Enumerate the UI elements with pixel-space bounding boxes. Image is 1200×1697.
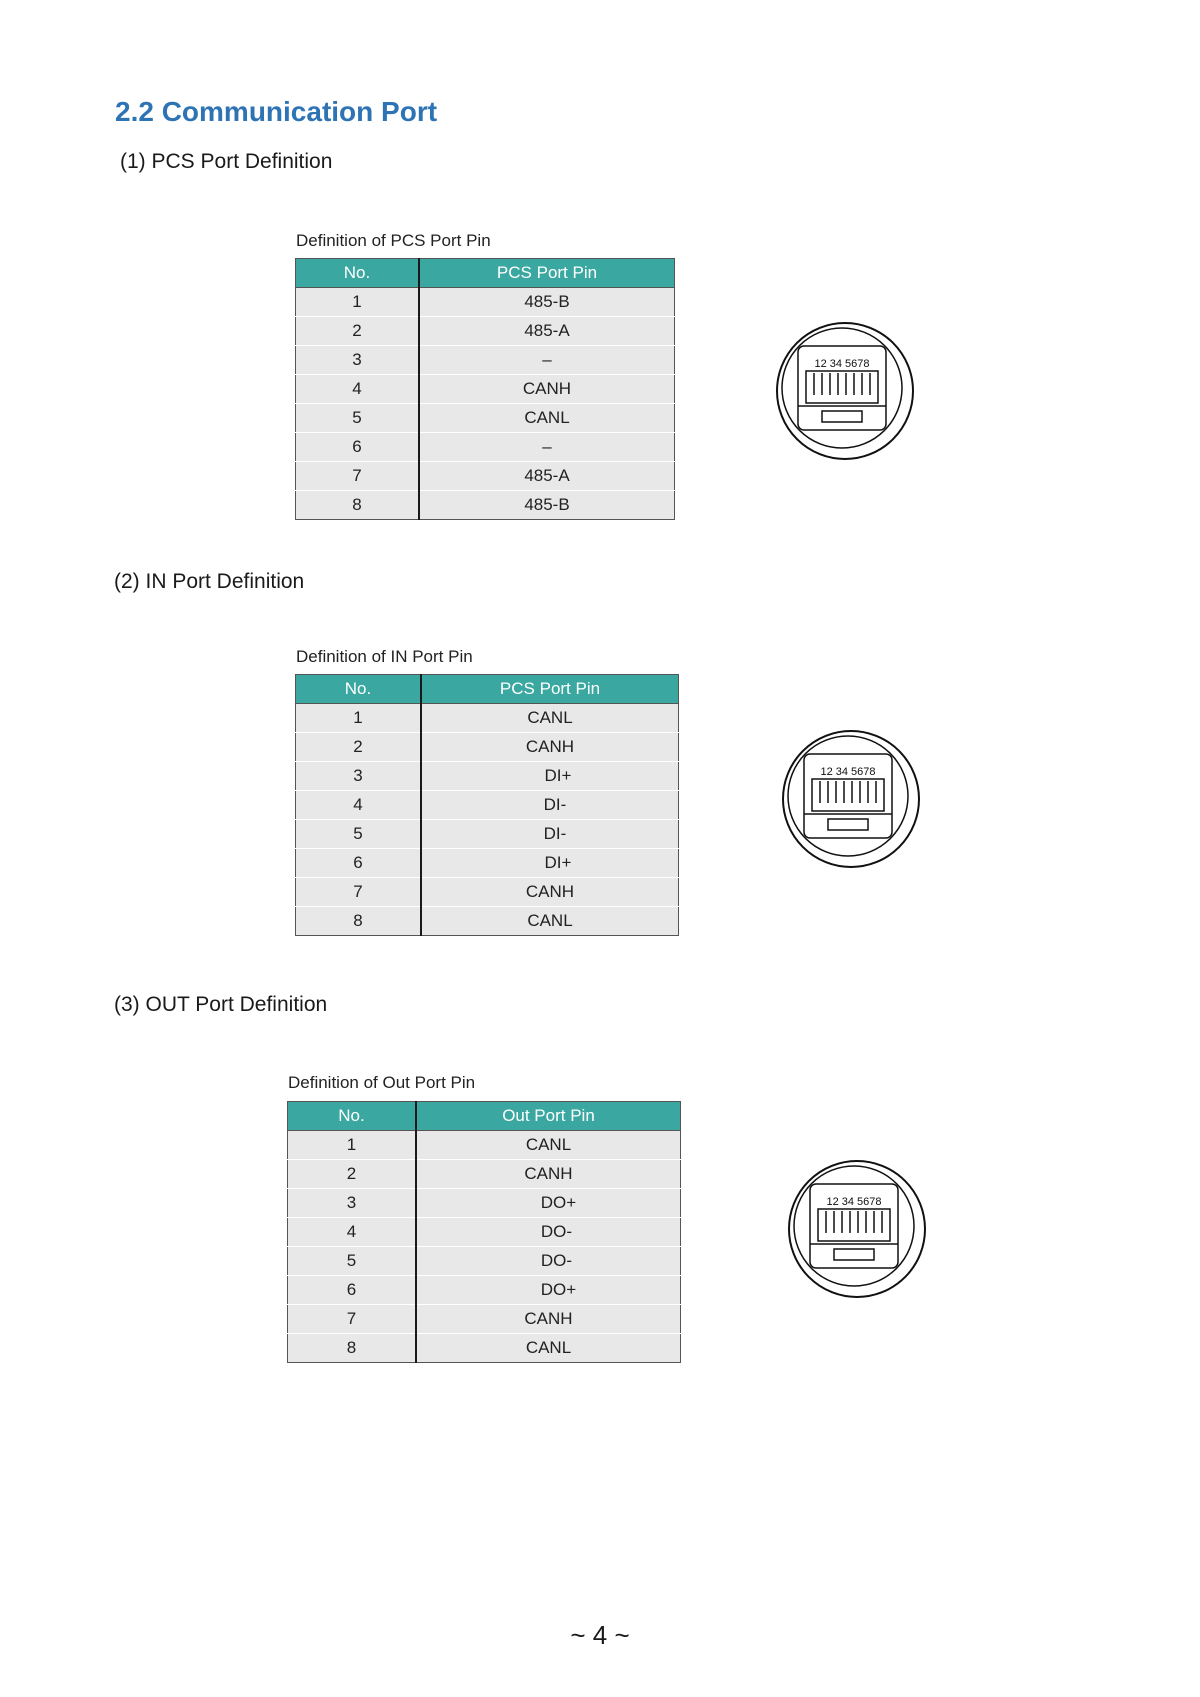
pin-numbers-label: 12 34 5678: [826, 1196, 882, 1208]
table-row: [296, 907, 679, 936]
table-row: [296, 791, 679, 820]
pin-no: 4: [288, 1218, 417, 1247]
table-row: [288, 1131, 681, 1160]
pin-value: 485-A: [419, 462, 675, 491]
pin-no: 8: [296, 491, 420, 520]
pin-value: DI-: [421, 791, 679, 820]
rj45-port-icon: [774, 320, 916, 462]
in-port-subtitle: (2) IN Port Definition: [114, 570, 305, 593]
pin-no: 4: [296, 791, 422, 820]
pin-value: –: [419, 433, 675, 462]
header-no: No.: [288, 1102, 417, 1131]
table-row: [288, 1160, 681, 1189]
pin-value: 485-A: [419, 317, 675, 346]
table-row: [288, 1276, 681, 1305]
pin-no: 1: [296, 288, 420, 317]
rj45-port-icon: [780, 728, 922, 870]
table-row: [288, 1334, 681, 1363]
pin-no: 5: [288, 1247, 417, 1276]
out-port-subtitle: (3) OUT Port Definition: [114, 993, 328, 1016]
pin-numbers-label: 12 34 5678: [820, 766, 876, 778]
header-no: No.: [296, 675, 422, 704]
pin-no: 2: [296, 317, 420, 346]
pin-value: CANH: [421, 733, 679, 762]
table-row: [288, 1247, 681, 1276]
in-table-caption: Definition of IN Port Pin: [296, 647, 473, 666]
pin-no: 6: [288, 1276, 417, 1305]
table-row: [296, 317, 675, 346]
pin-no: 8: [288, 1334, 417, 1363]
table-row: [296, 733, 679, 762]
pin-value: CANH: [416, 1160, 681, 1189]
header-pin: PCS Port Pin: [419, 259, 675, 288]
table-row: [296, 346, 675, 375]
pin-no: 3: [296, 346, 420, 375]
pin-no: 2: [288, 1160, 417, 1189]
pin-value: DI+: [421, 762, 679, 791]
pin-no: 1: [296, 704, 422, 733]
header-pin: Out Port Pin: [416, 1102, 681, 1131]
table-header-row: [288, 1102, 681, 1131]
in-port-pin-table: [295, 674, 679, 936]
table-row: [296, 849, 679, 878]
pin-value: 485-B: [419, 491, 675, 520]
pin-no: 1: [288, 1131, 417, 1160]
table-row: [296, 462, 675, 491]
table-row: [296, 878, 679, 907]
table-row: [288, 1305, 681, 1334]
pin-no: 6: [296, 433, 420, 462]
table-row: [296, 762, 679, 791]
pin-no: 2: [296, 733, 422, 762]
out-table-caption: Definition of Out Port Pin: [288, 1073, 476, 1092]
pcs-port-subtitle: (1) PCS Port Definition: [120, 150, 333, 173]
pin-value: CANH: [416, 1305, 681, 1334]
pin-value: DO+: [416, 1189, 681, 1218]
out-port-pin-table: [287, 1101, 681, 1363]
pin-no: 4: [296, 375, 420, 404]
pin-no: 7: [296, 462, 420, 491]
pcs-table-caption: Definition of PCS Port Pin: [296, 231, 491, 250]
table-row: [296, 704, 679, 733]
pin-no: 6: [296, 849, 422, 878]
pin-value: DI-: [421, 820, 679, 849]
header-pin: PCS Port Pin: [421, 675, 679, 704]
pin-no: 5: [296, 820, 422, 849]
pin-value: CANL: [416, 1334, 681, 1363]
table-row: [288, 1218, 681, 1247]
pin-no: 3: [288, 1189, 417, 1218]
pin-value: DO-: [416, 1247, 681, 1276]
pin-no: 7: [288, 1305, 417, 1334]
table-row: [296, 491, 675, 520]
pin-value: CANL: [421, 907, 679, 936]
pin-no: 3: [296, 762, 422, 791]
pin-numbers-label: 12 34 5678: [814, 358, 870, 370]
table-row: [296, 375, 675, 404]
pcs-port-pin-table: [295, 258, 675, 520]
pin-value: 485-B: [419, 288, 675, 317]
table-row: [296, 433, 675, 462]
pin-value: CANH: [421, 878, 679, 907]
pin-value: CANL: [416, 1131, 681, 1160]
pin-no: 7: [296, 878, 422, 907]
pin-value: CANL: [421, 704, 679, 733]
pin-value: DO+: [416, 1276, 681, 1305]
table-header-row: [296, 675, 679, 704]
table-header-row: [296, 259, 675, 288]
page-number: ~ 4 ~: [570, 1620, 630, 1650]
pin-no: 5: [296, 404, 420, 433]
pin-value: –: [419, 346, 675, 375]
rj45-port-icon: [786, 1158, 928, 1300]
header-no: No.: [296, 259, 420, 288]
pin-no: 8: [296, 907, 422, 936]
pin-value: DO-: [416, 1218, 681, 1247]
pin-value: CANL: [419, 404, 675, 433]
table-row: [296, 288, 675, 317]
pin-value: CANH: [419, 375, 675, 404]
table-row: [296, 820, 679, 849]
section-title: 2.2 Communication Port: [115, 96, 438, 127]
pin-value: DI+: [421, 849, 679, 878]
table-row: [288, 1189, 681, 1218]
table-row: [296, 404, 675, 433]
